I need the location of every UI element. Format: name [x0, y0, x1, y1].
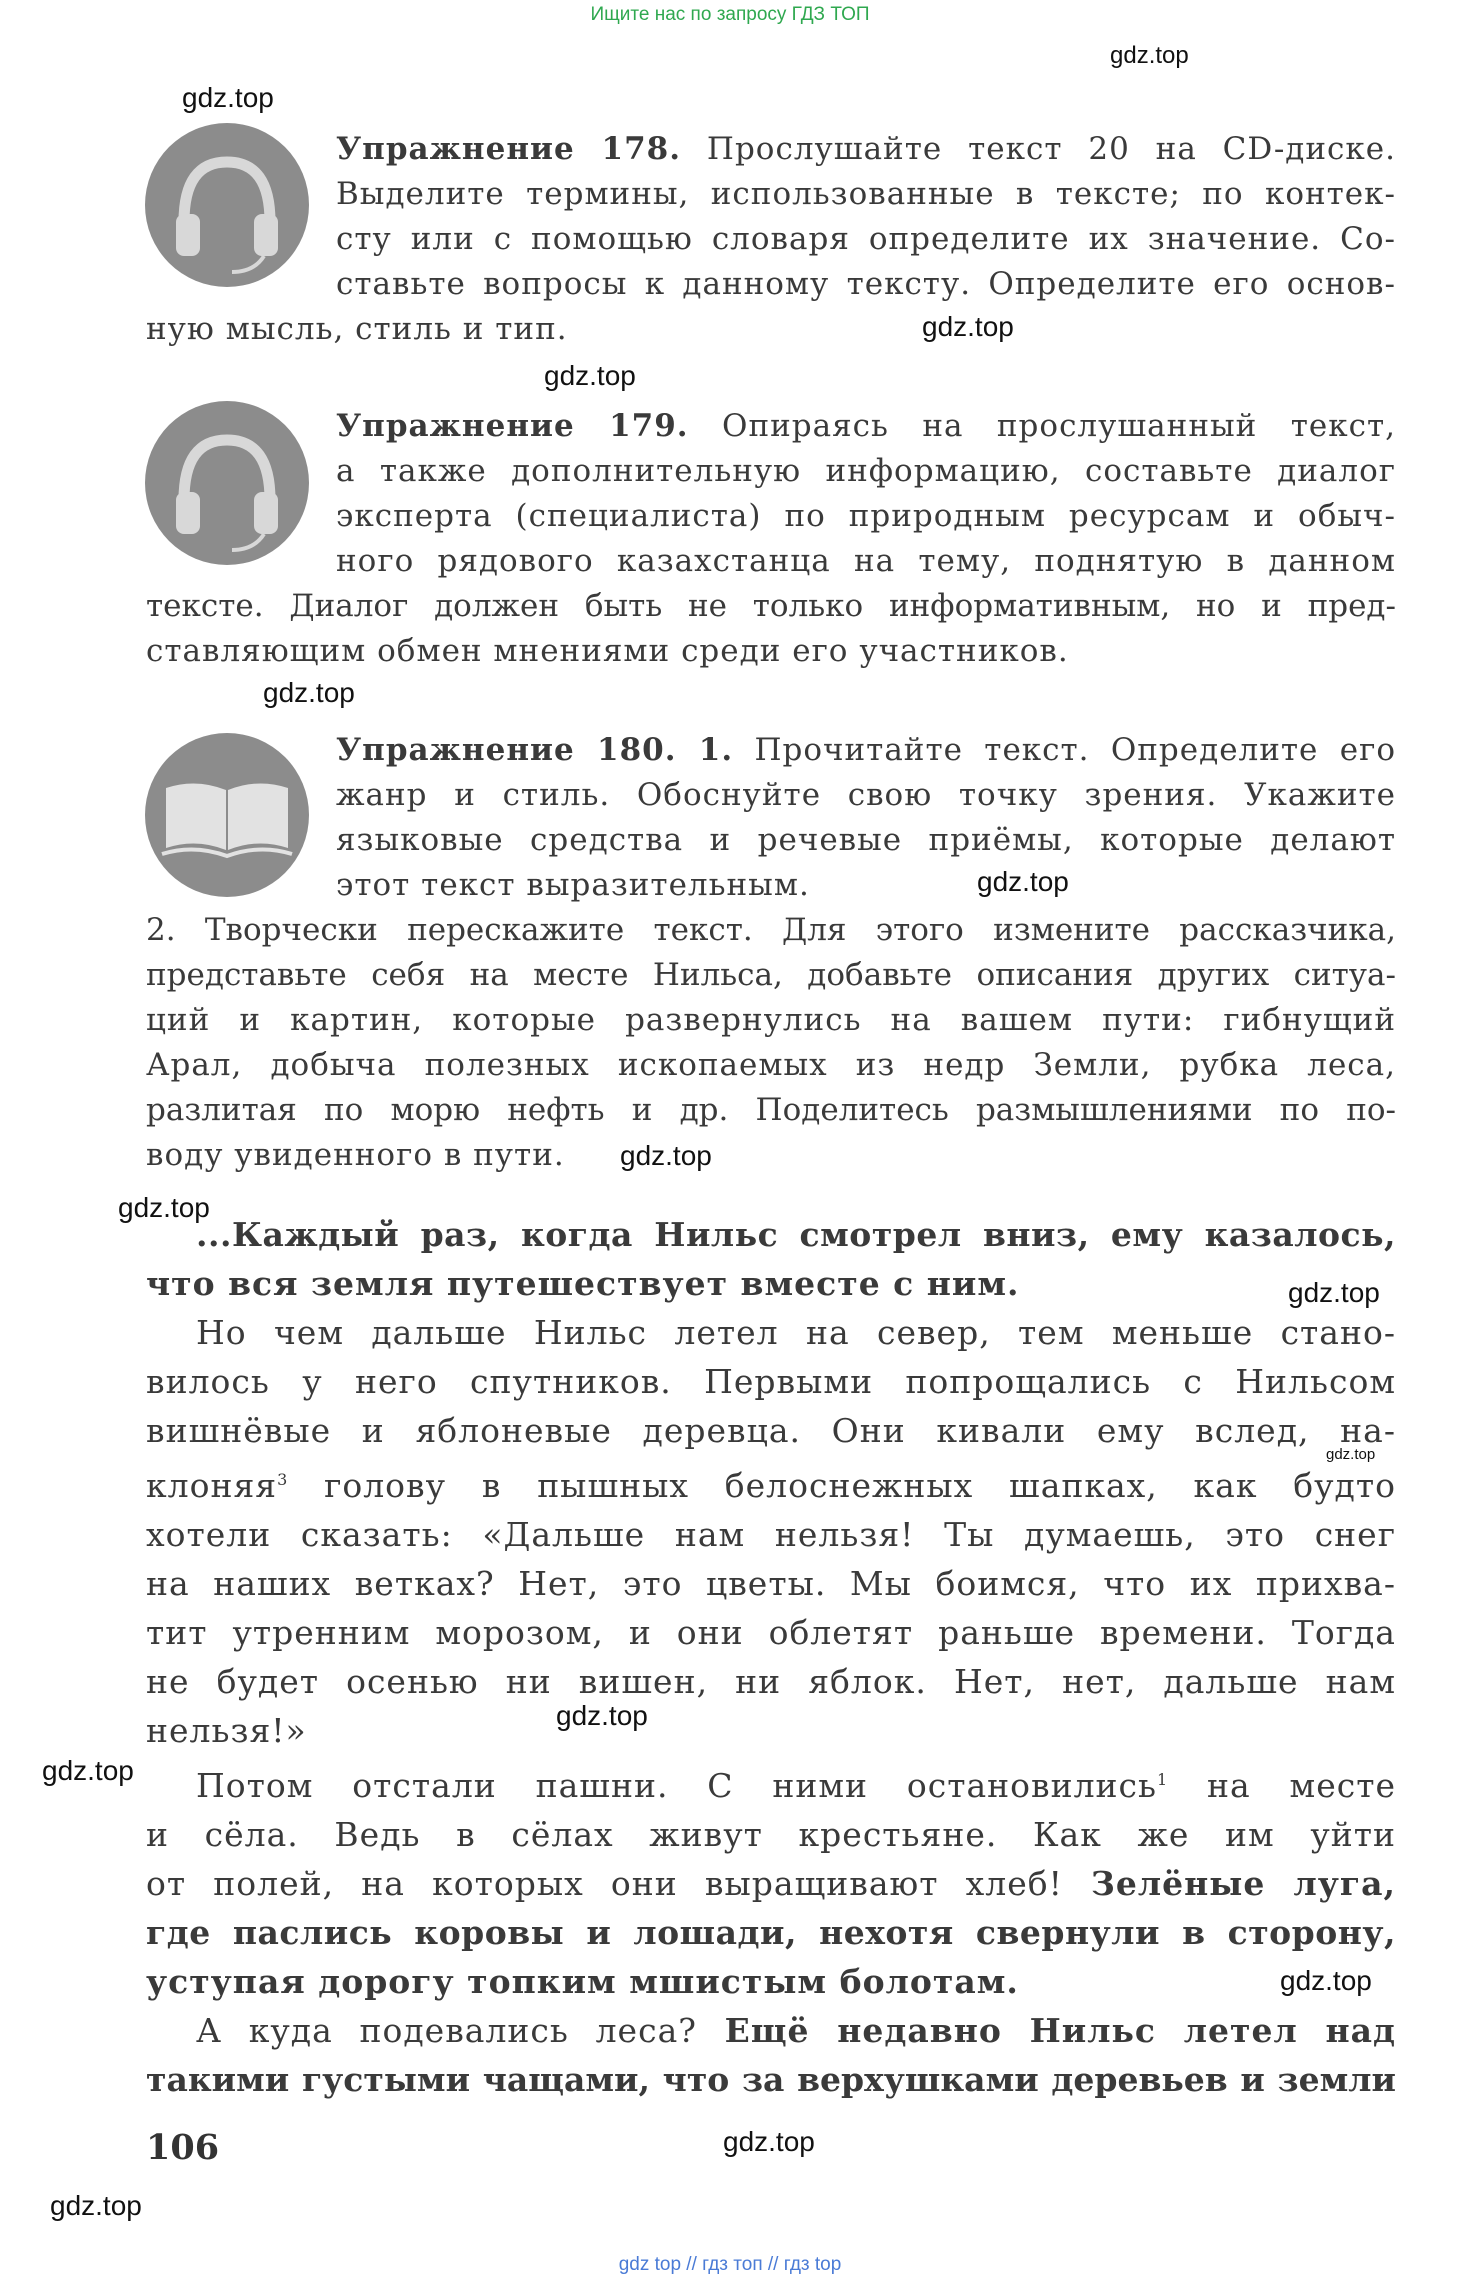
footnote-mark: 1 — [1157, 1770, 1169, 1789]
text-line: на наших ветках? Нет, это цветы. Мы боимся, что их прихва- — [146, 1564, 1396, 1603]
watermark: gdz.top — [1288, 1277, 1380, 1308]
exercise-heading: Упражнение 180. 1. — [336, 732, 734, 768]
text-line: ставляющим обмен мнениями среди его участников. — [146, 633, 1069, 669]
text-line: ций и картин, которые развернулись на вашем пути: гибнущий — [146, 1002, 1396, 1038]
text-line: ную мысль, стиль и тип. — [146, 311, 568, 347]
text-line: Упражнение 178. Прослушайте текст 20 на CD-диске. — [336, 131, 1396, 167]
text-line: тексте. Диалог должен быть не только информативным, но и пред- — [146, 588, 1396, 624]
text-line: нельзя!» — [146, 1711, 307, 1750]
text-line: Но чем дальше Нильс летел на север, тем меньше стано- — [196, 1313, 1396, 1352]
exercise-180 — [146, 728, 1396, 1178]
exercise-178 — [146, 127, 1396, 352]
watermark: gdz.top — [50, 2190, 142, 2221]
top-search-banner[interactable]: Ищите нас по запросу ГДЗ ТОП — [590, 4, 870, 25]
watermark: gdz.top — [182, 82, 274, 113]
story-text — [146, 1210, 1396, 2104]
watermark: gdz.top — [118, 1192, 210, 1223]
text-line: Потом отстали пашни. С ними остановились$^1$ на месте — [196, 1766, 1397, 1805]
watermark: gdz.top — [620, 1140, 712, 1171]
text-line: от полей, на которых они выращивают хлеб! Зелёные луга, — [146, 1864, 1396, 1903]
text-line: что вся земля путешествует вместе с ним. — [146, 1264, 1020, 1303]
text-line: разлитая по морю нефть и др. Поделитесь размышлениями по по- — [146, 1092, 1396, 1128]
watermark: gdz.top — [556, 1700, 648, 1731]
watermark: gdz.top — [723, 2126, 815, 2157]
watermark: gdz.top — [42, 1755, 134, 1786]
text-line: воду увиденного в пути. — [146, 1137, 565, 1173]
watermark: gdz.top — [263, 677, 355, 708]
text-line: хотели сказать: «Дальше нам нельзя! Ты думаешь, это снег — [146, 1515, 1396, 1554]
text-line: представьте себя на месте Нильса, добавьте описания других ситуа- — [146, 957, 1396, 993]
text-line: вишнёвые и яблоневые деревца. Они кивали ему вслед, на- — [146, 1411, 1396, 1450]
watermark: gdz.top — [544, 360, 636, 391]
text-line: Упражнение 180. 1. Прочитайте текст. Определите его — [336, 732, 1396, 768]
text-line: и сёла. Ведь в сёлах живут крестьяне. Как же им уйти — [146, 1815, 1396, 1854]
text-line: Выделите термины, использованные в тексте; по контек- — [336, 176, 1396, 212]
page-number: 106 — [146, 2127, 220, 2168]
text-line: А куда подевались леса? Ещё недавно Нильс летел над — [196, 2011, 1396, 2050]
text-line: эксперта (специалиста) по природным ресурсам и обыч- — [336, 498, 1396, 534]
text-line: сту или с помощью словаря определите их значение. Со- — [336, 221, 1396, 257]
exercise-heading: Упражнение 179. — [336, 408, 689, 444]
text-line: жанр и стиль. Обоснуйте свою точку зрения. Укажите — [336, 777, 1396, 813]
text-line: не будет осенью ни вишен, ни яблок. Нет, нет, дальше нам — [146, 1662, 1396, 1701]
text-line: языковые средства и речевые приёмы, которые делают — [336, 822, 1396, 858]
text-line: ...Каждый раз, когда Нильс смотрел вниз, ему казалось, — [196, 1215, 1396, 1254]
text-line: ного рядового казахстанца на тему, поднятую в данном — [336, 543, 1396, 579]
exercise-179 — [146, 404, 1396, 674]
text-line: ставьте вопросы к данному тексту. Определите его основ- — [336, 266, 1396, 302]
watermark: gdz.top — [1110, 42, 1189, 69]
text-line: 2. Творчески перескажите текст. Для этого измените рассказчика, — [146, 912, 1396, 948]
text-line: Упражнение 179. Опираясь на прослушанный текст, — [336, 408, 1396, 444]
exercise-heading: Упражнение 178. — [336, 131, 682, 167]
text-line: тит утренним морозом, и они облетят раньше времени. Тогда — [146, 1613, 1396, 1652]
watermark: gdz.top — [1326, 1446, 1376, 1463]
text-line: уступая дорогу топким мшистым болотам. — [146, 1962, 1019, 2001]
watermark: gdz.top — [977, 866, 1069, 897]
watermark: gdz.top — [922, 311, 1014, 342]
footnote-mark: 3 — [277, 1470, 289, 1489]
text-line: этот текст выразительным. — [336, 867, 810, 903]
text-line: такими густыми чащами, что за верхушками деревьев и земли — [146, 2060, 1396, 2099]
text-line: а также дополнительную информацию, составьте диалог — [336, 453, 1396, 489]
text-line: клоняя$^3$ голову в пышных белоснежных шапках, как будто — [146, 1466, 1396, 1505]
watermark: gdz.top — [1280, 1965, 1372, 1996]
text-line: вилось у него спутников. Первыми попрощались с Нильсом — [146, 1362, 1396, 1401]
text-line: Арал, добыча полезных ископаемых из недр Земли, рубка леса, — [146, 1047, 1396, 1083]
bottom-links-banner[interactable]: gdz top // гдз топ // гдз top — [618, 2254, 842, 2275]
text-line: где паслись коровы и лошади, нехотя свернули в сторону, — [146, 1913, 1396, 1952]
